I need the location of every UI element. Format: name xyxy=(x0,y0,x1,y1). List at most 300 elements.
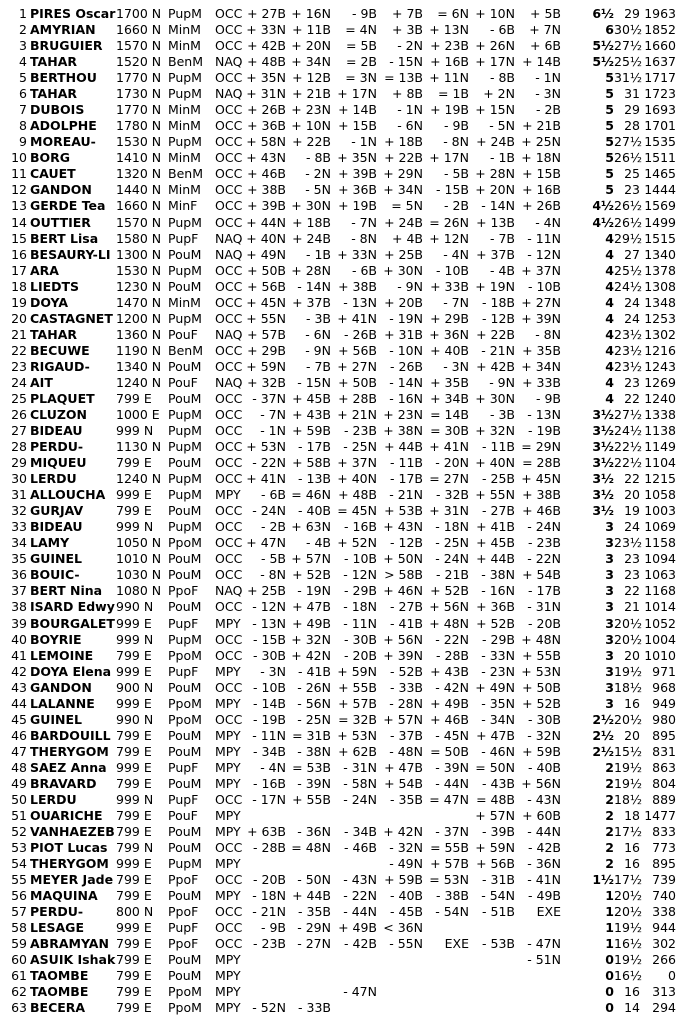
round-2-result: - 50N xyxy=(297,872,331,888)
round-7-result: + 60B xyxy=(522,808,561,823)
tiebreak-cell: 18 xyxy=(624,808,640,823)
round-7-result: - 9B xyxy=(535,390,561,406)
performance-cell: 1215 xyxy=(644,471,676,487)
tiebreak-cell: 31 xyxy=(624,86,640,102)
player-name: MOREAU- xyxy=(30,134,96,150)
league-cell: MPY xyxy=(215,727,241,743)
player-name: BOURGALET xyxy=(30,615,115,631)
round-4-result: - 2N xyxy=(397,38,423,54)
round-7-result: - 23B xyxy=(528,535,561,551)
table-row xyxy=(0,182,684,198)
performance-cell: 1308 xyxy=(644,278,676,294)
round-3-result: - 9B xyxy=(351,6,377,21)
player-name: TAHAR xyxy=(30,86,77,102)
rank-cell: 20 xyxy=(11,310,27,326)
rank-cell: 57 xyxy=(11,904,27,920)
rank-cell: 38 xyxy=(11,599,27,615)
rank-cell: 62 xyxy=(11,984,27,1000)
round-7-result: - 12N xyxy=(527,246,561,262)
league-cell: OCC xyxy=(215,407,243,422)
round-4-result: + 54B xyxy=(384,775,423,791)
points-cell: 3 xyxy=(605,551,614,567)
tiebreak-cell: 19½ xyxy=(614,952,643,968)
elo-cell: 1580 N xyxy=(116,230,162,246)
performance-cell: 1104 xyxy=(644,455,676,471)
round-7-result: + 7N xyxy=(529,22,561,38)
round-4-result: + 30N xyxy=(383,262,423,278)
performance-cell: 831 xyxy=(652,743,676,759)
round-1-result: + 50B xyxy=(247,262,286,278)
round-6-result: + 17N xyxy=(475,54,515,70)
category-cell: PupM xyxy=(168,70,202,86)
player-name: GURJAV xyxy=(30,503,84,519)
points-cell: 3 xyxy=(605,679,614,695)
tiebreak-cell: 20½ xyxy=(614,615,643,631)
points-cell: 4 xyxy=(605,278,614,294)
round-4-result: - 6N xyxy=(397,118,423,134)
elo-cell: 1240 N xyxy=(116,471,162,487)
round-4-result: - 14N xyxy=(389,374,423,390)
round-4-result: - 35B xyxy=(390,791,423,807)
round-6-result: + 10N xyxy=(475,6,515,21)
player-name: BRAVARD xyxy=(30,775,97,791)
league-cell: OCC xyxy=(215,6,243,21)
category-cell: PouM xyxy=(168,567,202,583)
performance-cell: 302 xyxy=(652,936,676,952)
league-cell: NAQ xyxy=(215,246,243,262)
round-4-result: + 23N xyxy=(383,407,423,422)
table-row xyxy=(0,375,684,391)
league-cell: OCC xyxy=(215,535,243,551)
points-cell: 5½ xyxy=(592,54,614,70)
elo-cell: 1030 N xyxy=(116,567,162,583)
table-row xyxy=(0,439,684,455)
category-cell: PupM xyxy=(168,86,202,102)
elo-cell: 999 N xyxy=(116,791,154,807)
table-row xyxy=(0,247,684,263)
round-2-result: + 55B xyxy=(292,791,331,807)
table-row xyxy=(0,198,684,214)
tiebreak-cell: 16 xyxy=(624,840,640,856)
rank-cell: 27 xyxy=(11,423,27,439)
round-7-result: - 22N xyxy=(527,551,561,567)
tiebreak-cell: 21 xyxy=(624,599,640,615)
round-1-result: + 43N xyxy=(246,150,286,166)
round-3-result: - 20B xyxy=(344,647,377,663)
points-cell: 1 xyxy=(605,936,614,952)
points-cell: 5 xyxy=(605,166,614,182)
player-name: GUINEL xyxy=(30,551,83,567)
league-cell: OCC xyxy=(215,423,243,439)
rank-cell: 17 xyxy=(11,262,27,278)
round-6-result: + 44B xyxy=(476,551,515,567)
table-row xyxy=(0,391,684,407)
round-3-result: + 37N xyxy=(337,455,377,471)
player-name: CAUET xyxy=(30,166,76,182)
elo-cell: 999 E xyxy=(116,920,152,936)
table-row xyxy=(0,519,684,535)
round-2-result: = 31B xyxy=(292,727,331,743)
category-cell: PupF xyxy=(168,615,199,631)
round-3-result: - 46B xyxy=(344,840,377,856)
round-1-result: - 8N xyxy=(260,567,286,583)
performance-cell: 1302 xyxy=(644,326,676,342)
round-3-result: - 43N xyxy=(343,872,377,888)
round-2-result: + 49B xyxy=(292,615,331,631)
round-2-result: - 35B xyxy=(298,904,331,920)
points-cell: 2½ xyxy=(592,727,614,743)
tiebreak-cell: 27 xyxy=(624,246,640,262)
rank-cell: 36 xyxy=(11,567,27,583)
league-cell: OCC xyxy=(215,471,243,487)
performance-cell: 313 xyxy=(652,984,676,1000)
round-5-result: + 19B xyxy=(430,102,469,118)
tiebreak-cell: 20 xyxy=(624,647,640,663)
round-6-result: + 22B xyxy=(476,326,515,342)
round-1-result: - 28B xyxy=(253,840,286,856)
round-5-result: = 26N xyxy=(429,214,469,230)
player-name: LAMY xyxy=(30,535,70,551)
round-4-result: + 43N xyxy=(383,519,423,535)
round-3-result: + 55B xyxy=(338,679,377,695)
performance-cell: 1515 xyxy=(644,230,676,246)
performance-cell: 1168 xyxy=(644,583,676,599)
rank-cell: 29 xyxy=(11,455,27,471)
tiebreak-cell: 30½ xyxy=(614,22,643,38)
category-cell: PouM xyxy=(168,246,202,262)
elo-cell: 1660 N xyxy=(116,198,162,214)
performance-cell: 773 xyxy=(652,840,676,856)
table-row xyxy=(0,471,684,487)
points-cell: 3 xyxy=(605,567,614,583)
round-5-result: + 11N xyxy=(429,70,469,86)
round-7-result: - 31N xyxy=(527,599,561,615)
rank-cell: 22 xyxy=(11,342,27,358)
points-cell: 3½ xyxy=(592,487,614,503)
round-6-result: - 27B xyxy=(482,503,515,519)
tiebreak-cell: 25½ xyxy=(614,54,643,70)
category-cell: PouM xyxy=(168,727,202,743)
points-cell: 4 xyxy=(605,374,614,390)
points-cell: 4½ xyxy=(592,214,614,230)
round-5-result: = 47N xyxy=(429,791,469,807)
tiebreak-cell: 27½ xyxy=(614,134,643,150)
player-name: SAEZ Anna xyxy=(30,759,107,775)
category-cell: BenM xyxy=(168,54,203,70)
category-cell: PouM xyxy=(168,503,202,519)
player-name: BERT Lisa xyxy=(30,230,99,246)
category-cell: PouM xyxy=(168,599,202,615)
performance-cell: 1158 xyxy=(644,535,676,551)
performance-cell: 338 xyxy=(652,904,676,920)
round-5-result: = 1B xyxy=(438,86,469,102)
category-cell: PupM xyxy=(168,310,202,326)
elo-cell: 799 E xyxy=(116,775,152,791)
performance-cell: 895 xyxy=(652,727,676,743)
elo-cell: 799 E xyxy=(116,743,152,759)
category-cell: MinM xyxy=(168,38,201,54)
round-2-result: + 21B xyxy=(292,86,331,102)
player-name: MAQUINA xyxy=(30,888,98,904)
tiebreak-cell: 24½ xyxy=(614,278,643,294)
round-4-result: + 42N xyxy=(383,824,423,840)
round-1-result: - 13N xyxy=(252,615,286,631)
category-cell: MinM xyxy=(168,118,201,134)
table-row xyxy=(0,856,684,872)
elo-cell: 799 E xyxy=(116,503,152,519)
league-cell: MPY xyxy=(215,952,241,968)
elo-cell: 999 N xyxy=(116,423,154,439)
performance-cell: 1003 xyxy=(644,503,676,519)
elo-cell: 999 N xyxy=(116,519,154,535)
rank-cell: 11 xyxy=(11,166,27,182)
round-1-result: + 44N xyxy=(246,214,286,230)
round-1-result: - 17N xyxy=(252,791,286,807)
round-7-result: - 41N xyxy=(527,872,561,888)
points-cell: 5 xyxy=(605,118,614,134)
round-2-result: + 42N xyxy=(291,647,331,663)
league-cell: MPY xyxy=(215,775,241,791)
round-7-result: - 32N xyxy=(527,727,561,743)
player-name: DOYA xyxy=(30,294,69,310)
rank-cell: 49 xyxy=(11,775,27,791)
player-name: ADOLPHE xyxy=(30,118,97,134)
performance-cell: 833 xyxy=(652,824,676,840)
round-3-result: - 7N xyxy=(351,214,377,230)
performance-cell: 863 xyxy=(652,759,676,775)
round-5-result: - 25N xyxy=(435,535,469,551)
player-name: BOUIC- xyxy=(30,567,80,583)
round-6-result: + 49N xyxy=(475,679,515,695)
category-cell: PupM xyxy=(168,631,202,647)
round-5-result: + 12N xyxy=(429,230,469,246)
round-6-result: + 20N xyxy=(475,182,515,198)
elo-cell: 900 N xyxy=(116,679,154,695)
league-cell: MPY xyxy=(215,695,241,711)
round-5-result: - 24N xyxy=(435,551,469,567)
performance-cell: 0 xyxy=(668,968,676,984)
category-cell: PpoF xyxy=(168,936,199,952)
tiebreak-cell: 16 xyxy=(624,984,640,1000)
round-2-result: + 45B xyxy=(292,390,331,406)
table-row xyxy=(0,808,684,824)
round-7-result: + 18N xyxy=(521,150,561,166)
tiebreak-cell: 29 xyxy=(624,102,640,118)
round-6-result: + 19N xyxy=(475,278,515,294)
round-5-result: = 50B xyxy=(430,743,469,759)
round-2-result: - 39N xyxy=(297,775,331,791)
round-5-result: + 36N xyxy=(429,326,469,342)
round-6-result: + 55N xyxy=(475,487,515,503)
league-cell: MPY xyxy=(215,888,241,904)
round-5-result: - 32B xyxy=(436,487,469,503)
tiebreak-cell: 16½ xyxy=(614,936,643,952)
round-1-result: + 46B xyxy=(247,166,286,182)
round-2-result: + 44B xyxy=(292,888,331,904)
performance-cell: 1340 xyxy=(644,246,676,262)
round-3-result: + 57B xyxy=(338,695,377,711)
performance-cell: 804 xyxy=(652,775,676,791)
points-cell: 3 xyxy=(605,615,614,631)
performance-cell: 1069 xyxy=(644,519,676,535)
tiebreak-cell: 23 xyxy=(624,182,640,198)
rank-cell: 18 xyxy=(11,278,27,294)
round-1-result: + 59N xyxy=(246,358,286,374)
round-6-result: - 16N xyxy=(481,583,515,599)
category-cell: PouM xyxy=(168,551,202,567)
round-2-result: - 5N xyxy=(305,182,331,198)
player-name: PERDU- xyxy=(30,439,84,455)
elo-cell: 999 E xyxy=(116,759,152,775)
elo-cell: 1700 N xyxy=(116,6,162,21)
round-7-result: + 53N xyxy=(521,663,561,679)
round-7-result: + 45N xyxy=(521,471,561,487)
round-2-result: + 22B xyxy=(292,134,331,150)
points-cell: 3½ xyxy=(592,471,614,487)
table-row xyxy=(0,616,684,632)
performance-cell: 949 xyxy=(652,695,676,711)
round-1-result: - 23B xyxy=(253,936,286,952)
round-3-result: - 12N xyxy=(343,567,377,583)
category-cell: BenM xyxy=(168,342,203,358)
round-7-result: EXE xyxy=(536,904,561,920)
category-cell: PpoM xyxy=(168,711,202,727)
points-cell: 0 xyxy=(605,1000,614,1016)
player-name: BIDEAU xyxy=(30,423,83,439)
points-cell: 5 xyxy=(605,182,614,198)
table-row xyxy=(0,423,684,439)
player-name: PLAQUET xyxy=(30,390,95,406)
league-cell: OCC xyxy=(215,904,243,920)
round-3-result: - 25N xyxy=(343,439,377,455)
rank-cell: 34 xyxy=(11,535,27,551)
round-3-result: + 48B xyxy=(338,487,377,503)
round-2-result: + 47B xyxy=(292,599,331,615)
round-3-result: + 15B xyxy=(338,118,377,134)
elo-cell: 1010 N xyxy=(116,551,162,567)
round-3-result: - 18N xyxy=(343,599,377,615)
round-4-result: - 49N xyxy=(389,856,423,872)
round-5-result: + 57B xyxy=(430,856,469,872)
round-2-result: + 57N xyxy=(291,551,331,567)
player-name: PIRES Oscar xyxy=(30,6,116,21)
table-row xyxy=(0,696,684,712)
player-name: GUINEL xyxy=(30,711,83,727)
round-1-result: + 33N xyxy=(246,22,286,38)
round-1-result: - 20B xyxy=(253,872,286,888)
table-row xyxy=(0,920,684,936)
round-1-result: + 63B xyxy=(247,824,286,840)
tiebreak-cell: 23½ xyxy=(614,535,643,551)
player-name: THERYGOM xyxy=(30,856,109,872)
tiebreak-cell: 19 xyxy=(624,503,640,519)
table-row xyxy=(0,648,684,664)
performance-cell: 980 xyxy=(652,711,676,727)
round-3-result: - 31N xyxy=(343,759,377,775)
round-4-result: - 33B xyxy=(390,679,423,695)
table-row xyxy=(0,22,684,38)
round-7-result: - 40B xyxy=(528,759,561,775)
league-cell: OCC xyxy=(215,936,243,952)
points-cell: 1 xyxy=(605,920,614,936)
category-cell: PupM xyxy=(168,439,202,455)
points-cell: 3 xyxy=(605,663,614,679)
tiebreak-cell: 28 xyxy=(624,118,640,134)
round-7-result: + 34N xyxy=(521,358,561,374)
category-cell: PpoF xyxy=(168,583,199,599)
league-cell: MPY xyxy=(215,615,241,631)
round-5-result: = 53N xyxy=(429,872,469,888)
round-6-result: + 32N xyxy=(475,423,515,439)
round-5-result: = 27N xyxy=(429,471,469,487)
tiebreak-cell: 23½ xyxy=(614,326,643,342)
round-7-result: + 26B xyxy=(522,198,561,214)
rank-cell: 16 xyxy=(11,246,27,262)
rank-cell: 6 xyxy=(19,86,27,102)
league-cell: OCC xyxy=(215,631,243,647)
table-row xyxy=(0,455,684,471)
category-cell: PupF xyxy=(168,791,199,807)
round-6-result: - 6B xyxy=(489,22,515,38)
round-5-result: + 46B xyxy=(430,711,469,727)
league-cell: OCC xyxy=(215,118,243,134)
round-7-result: - 19B xyxy=(528,423,561,439)
performance-cell: 1963 xyxy=(644,6,676,21)
rank-cell: 19 xyxy=(11,294,27,310)
round-2-result: - 26N xyxy=(297,679,331,695)
round-2-result: - 14N xyxy=(297,278,331,294)
category-cell: PupM xyxy=(168,519,202,535)
round-4-result: + 31B xyxy=(384,326,423,342)
elo-cell: 999 E xyxy=(116,615,152,631)
round-7-result: + 25N xyxy=(521,134,561,150)
round-6-result: + 15N xyxy=(475,102,515,118)
player-name: BESAURY-LI xyxy=(30,246,111,262)
table-row xyxy=(0,872,684,888)
round-5-result: - 18N xyxy=(435,519,469,535)
round-3-result: = 32B xyxy=(338,711,377,727)
round-6-result: + 24B xyxy=(476,134,515,150)
round-5-result: - 38B xyxy=(436,888,469,904)
points-cell: 2 xyxy=(605,840,614,856)
round-6-result: + 2N xyxy=(483,86,515,102)
round-1-result: + 45N xyxy=(246,294,286,310)
round-3-result: - 22N xyxy=(343,888,377,904)
tiebreak-cell: 22 xyxy=(624,390,640,406)
points-cell: 2 xyxy=(605,808,614,823)
elo-cell: 999 N xyxy=(116,631,154,647)
round-1-result: + 57B xyxy=(247,326,286,342)
round-4-result: - 21N xyxy=(389,487,423,503)
round-4-result: + 50N xyxy=(383,551,423,567)
round-4-result: - 9N xyxy=(397,278,423,294)
round-5-result: - 42N xyxy=(435,679,469,695)
performance-cell: 1660 xyxy=(644,38,676,54)
elo-cell: 999 E xyxy=(116,695,152,711)
points-cell: 4 xyxy=(605,358,614,374)
round-6-result: - 14N xyxy=(481,198,515,214)
category-cell: PupM xyxy=(168,423,202,439)
round-2-result: - 2N xyxy=(305,166,331,182)
round-6-result: + 45B xyxy=(476,535,515,551)
tiebreak-cell: 16 xyxy=(624,856,640,872)
table-row xyxy=(0,295,684,311)
round-1-result: - 37N xyxy=(252,390,286,406)
round-4-result: - 32N xyxy=(389,840,423,856)
table-row xyxy=(0,166,684,182)
category-cell: PouM xyxy=(168,968,202,984)
tiebreak-cell: 26½ xyxy=(614,214,643,230)
